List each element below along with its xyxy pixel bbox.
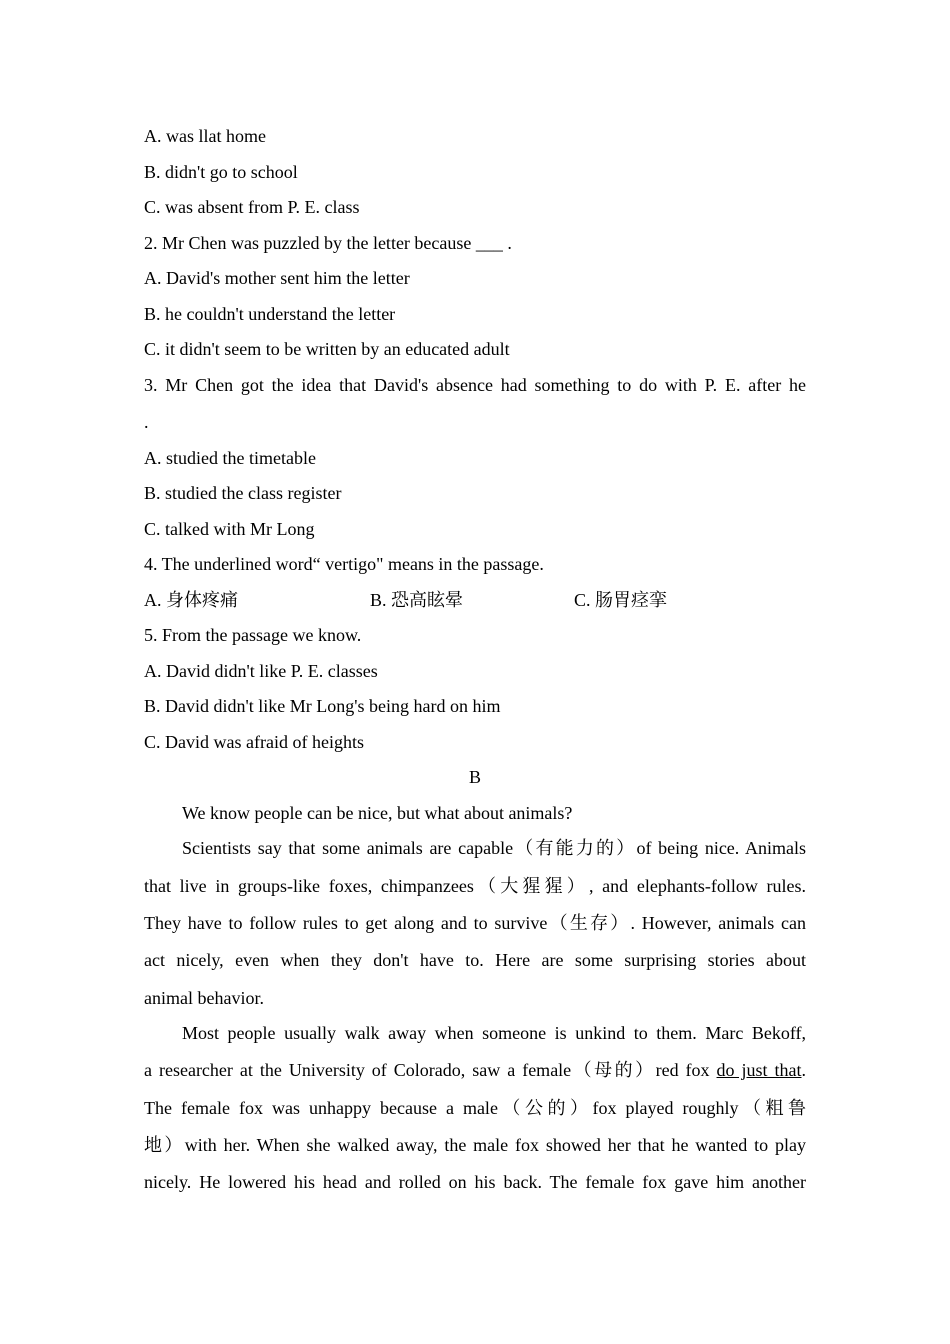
q5-option-c: C. David was afraid of heights xyxy=(144,732,364,752)
paragraph-2-line: They have to follow rules to get along and to survive（生存）. However, animals can xyxy=(144,913,806,933)
q2-option-b: B. he couldn't understand the letter xyxy=(144,304,396,324)
q3-option-b: B. studied the class register xyxy=(144,483,342,503)
paragraph-2-line: that live in groups-like foxes, chimpanzees（大猩猩）, and elephants-follow rules. xyxy=(144,876,806,896)
q3-stem-line1: 3. Mr Chen got the idea that David's absence had something to do with P. E. after he xyxy=(144,375,806,395)
paragraph-3-text: a researcher at the University of Colorado, saw a female（母的）red fox xyxy=(144,1060,717,1080)
q3-option-c: C. talked with Mr Long xyxy=(144,519,315,539)
paragraph-2-line: animal behavior. xyxy=(144,988,264,1008)
paragraph-3-line-with-underline xyxy=(144,1059,806,1081)
q5-stem: 5. From the passage we know. xyxy=(144,625,362,645)
paragraph-2-line: act nicely, even when they don't have to. Here are some surprising stories about xyxy=(144,950,806,970)
q4-option-a: A. 身体疼痛 xyxy=(144,590,238,610)
q5-option-a: A. David didn't like P. E. classes xyxy=(144,661,378,681)
q2-option-a: A. David's mother sent him the letter xyxy=(144,268,410,288)
q2-stem: 2. Mr Chen was puzzled by the letter because ___ . xyxy=(144,233,512,253)
q1-option-c: C. was absent from P. E. class xyxy=(144,197,360,217)
paragraph-3-line: 地）with her. When she walked away, the male fox showed her that he wanted to play xyxy=(144,1135,806,1155)
q5-option-b: B. David didn't like Mr Long's being hard on him xyxy=(144,696,501,716)
q3-stem-line2: . xyxy=(144,412,149,432)
q4-stem: 4. The underlined word“ vertigo" means in the passage. xyxy=(144,554,544,574)
section-heading: B xyxy=(468,767,481,787)
q3-option-a: A. studied the timetable xyxy=(144,448,316,468)
paragraph-3-line: nicely. He lowered his head and rolled on his back. The female fox gave him another xyxy=(144,1172,806,1192)
underlined-phrase: do just that xyxy=(716,1060,802,1080)
paragraph-1: We know people can be nice, but what about animals? xyxy=(182,803,573,823)
paragraph-3-line: Most people usually walk away when someone is unkind to them. Marc Bekoff, xyxy=(182,1023,806,1043)
q2-option-c: C. it didn't seem to be written by an educated adult xyxy=(144,339,510,359)
paragraph-3-line: The female fox was unhappy because a male（公的）fox played roughly（粗鲁 xyxy=(144,1098,806,1118)
q1-option-a: A. was llat home xyxy=(144,126,266,146)
q4-option-c: C. 肠胃痉挛 xyxy=(574,590,668,610)
paragraph-2-line: Scientists say that some animals are capable（有能力的）of being nice. Animals xyxy=(182,838,806,858)
paragraph-3-text: . xyxy=(801,1060,806,1080)
q4-option-b: B. 恐高眩晕 xyxy=(370,590,464,610)
q1-option-b: B. didn't go to school xyxy=(144,162,298,182)
